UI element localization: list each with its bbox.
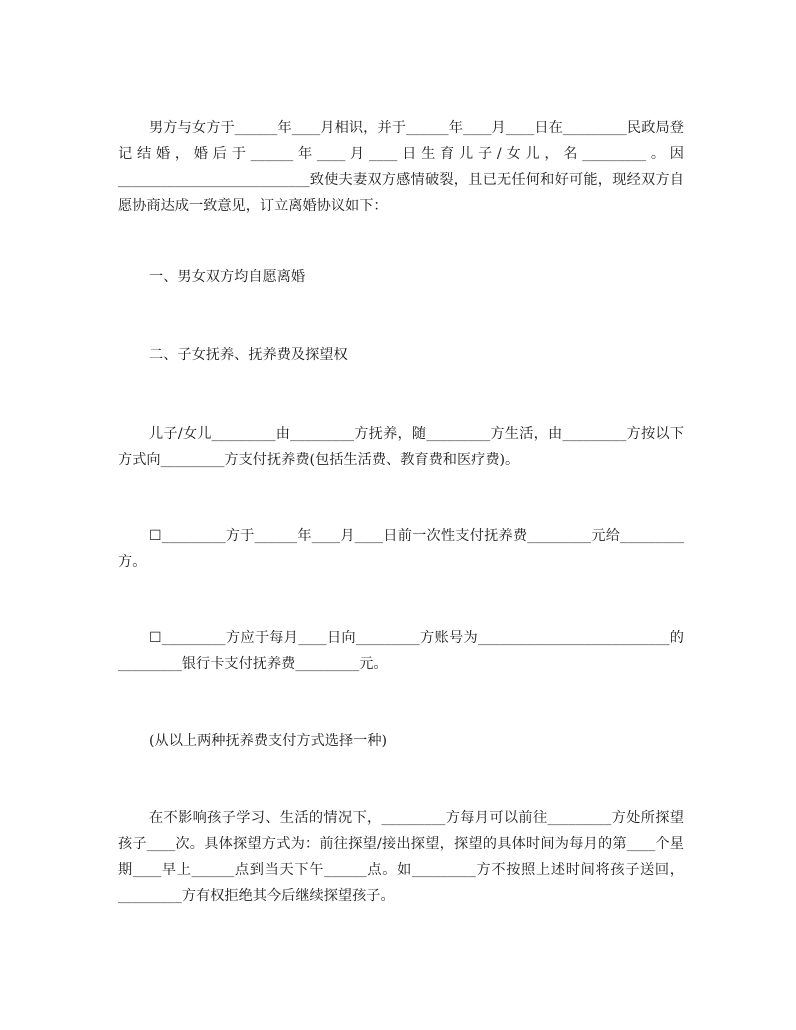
monthly-option-paragraph: ☐_________方应于每月____日向_________方账号为___________________________的_________银行卡支付抚养费_________元。 xyxy=(118,630,684,672)
section-heading-divorce: 一、男女双方均自愿离婚 xyxy=(149,269,306,285)
payment-choice-note: (从以上两种抚养费支付方式选择一种) xyxy=(149,733,388,749)
custody-paragraph: 儿子/女儿_________由_________方抚养，随_________方生活，由_________方按以下方式向_________方支付抚养费(包括生活费、教育费和医疗费)。 xyxy=(118,426,684,468)
visitation-paragraph: 在不影响孩子学习、生活的情况下，_________方每月可以前往_________方处所探望孩子____次。具体探望方式为：前往探望/接出探望，探望的具体时间为每月的第____个星期____早上______点到当天下午______点。如_________方不按照上述时间将孩子送回，_________方有权拒绝其今后继续探望孩子。 xyxy=(118,810,684,904)
section-heading-custody: 二、子女抚养、抚养费及探望权 xyxy=(149,347,348,363)
lump-sum-option-paragraph: ☐_________方于______年____月____日前一次性支付抚养费_________元给_________方。 xyxy=(118,528,684,570)
intro-paragraph: 男方与女方于______年____月相识，并于______年____月____日在_________民政局登记结婚，婚后于______年____月____日生育儿子/女儿，名_________。因___________________________致使夫妻双方感情破裂，且已无任何和好可能，现经双方自愿协商达成一致意见，订立离婚协议如下： xyxy=(118,120,684,214)
